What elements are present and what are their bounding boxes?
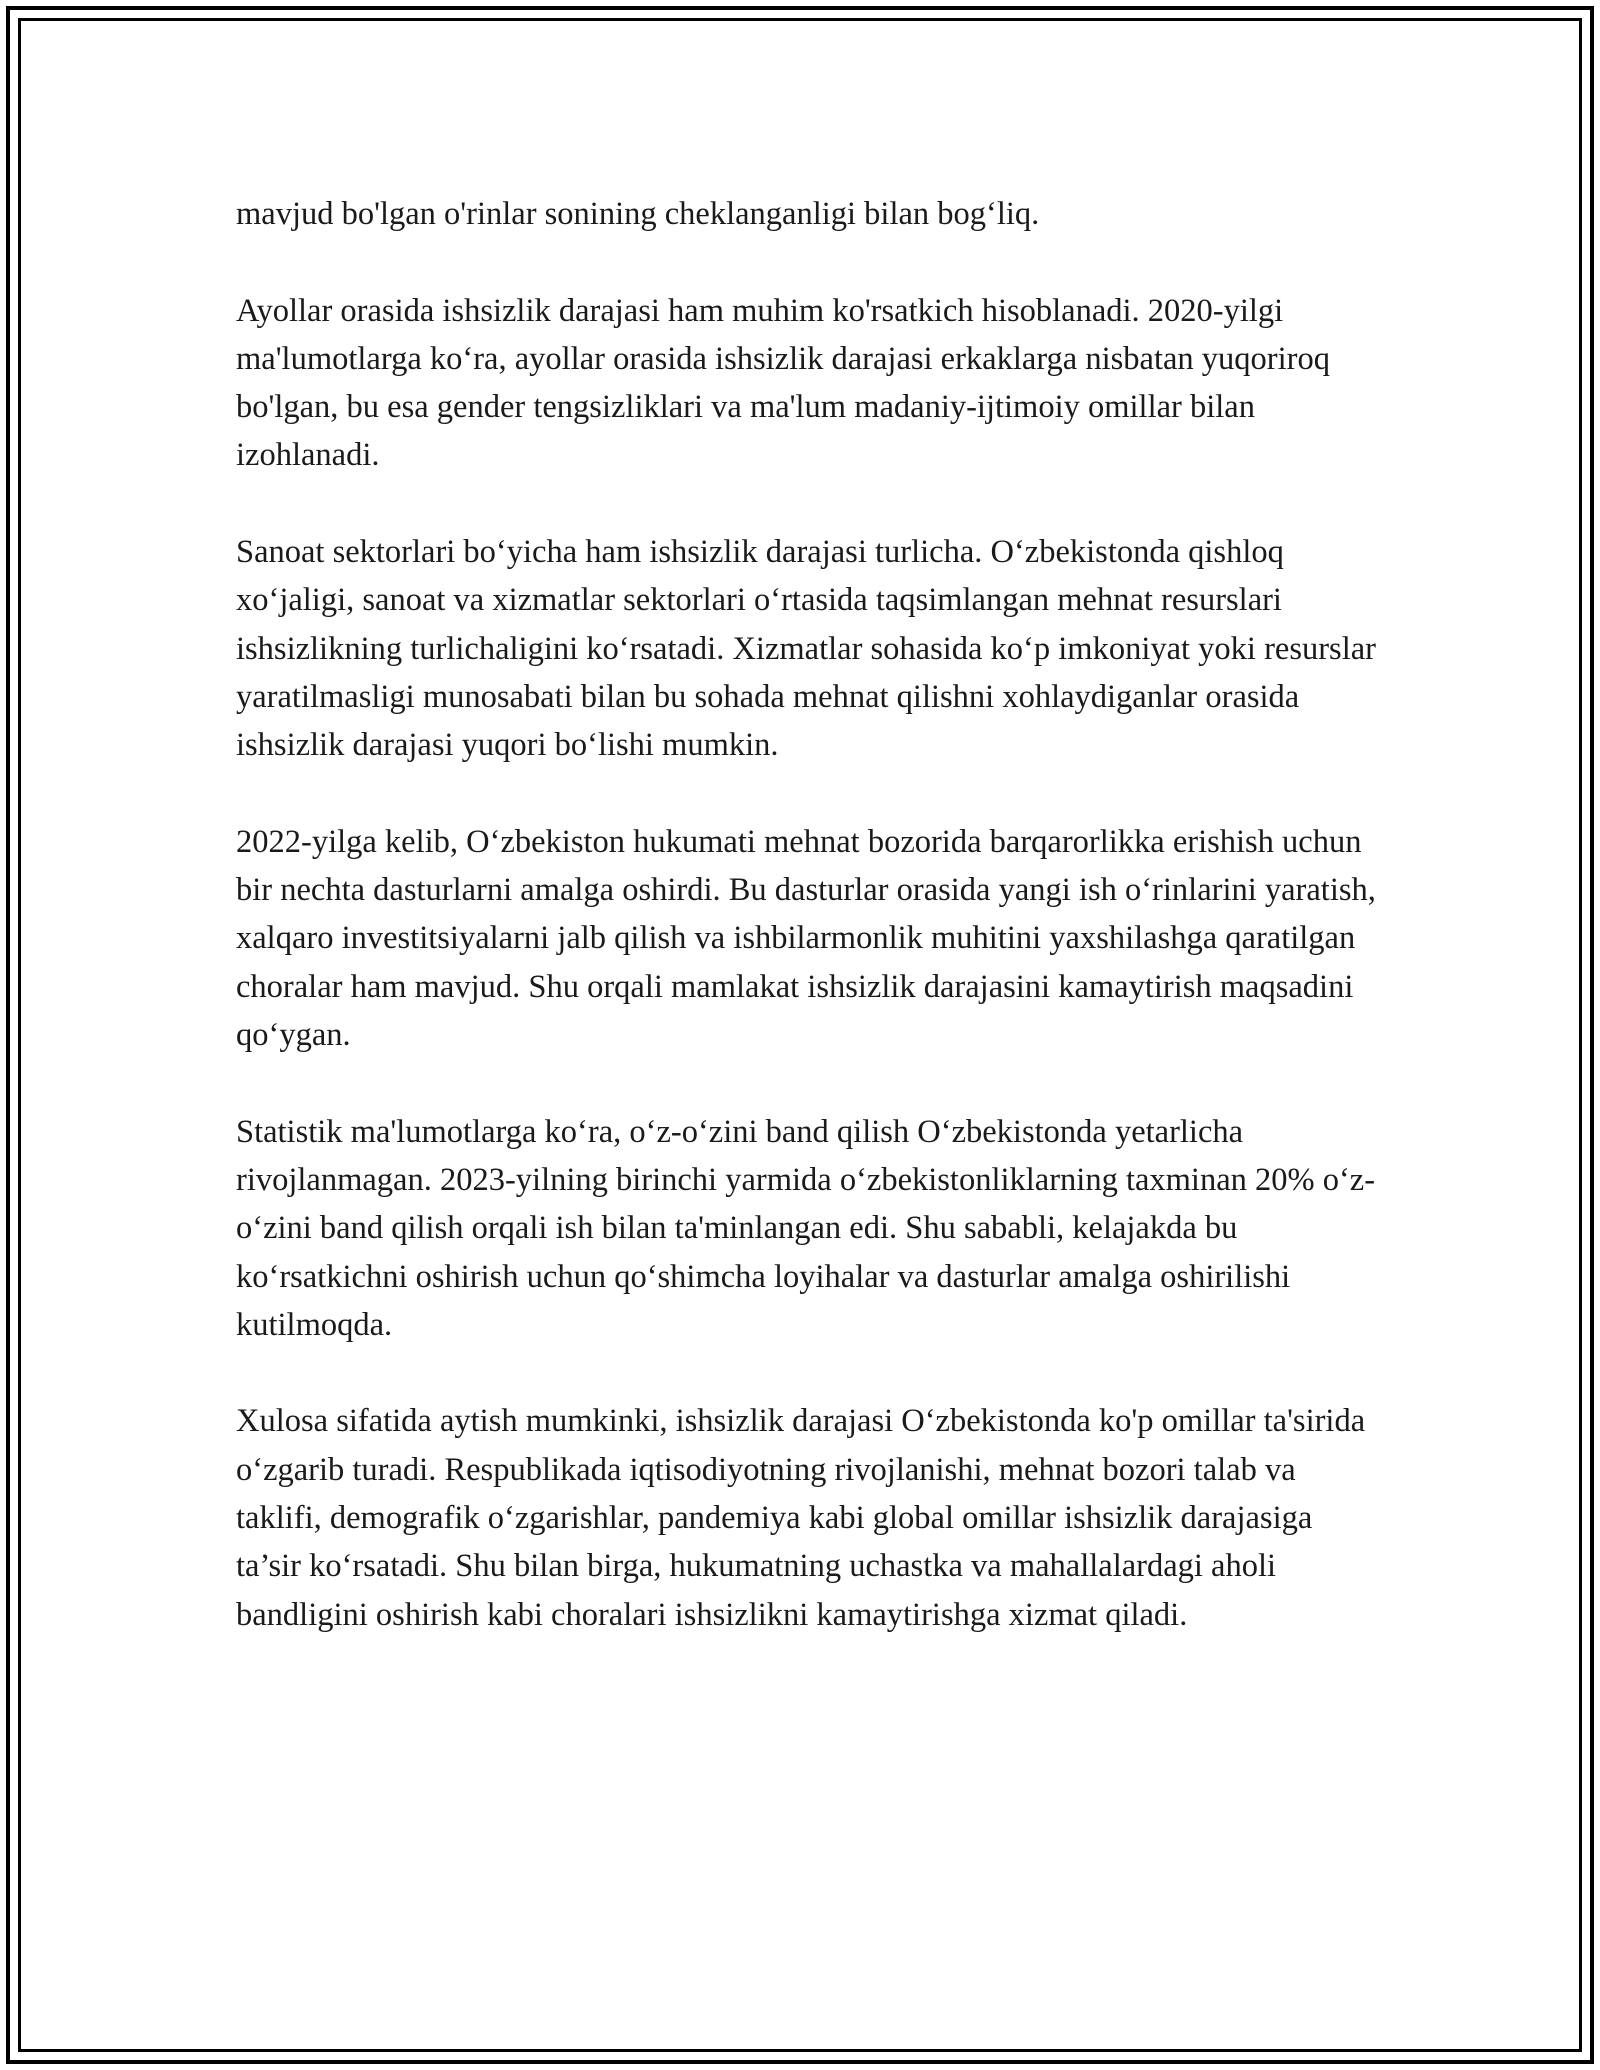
paragraph-conclusion: Xulosa sifatida aytish mumkinki, ishsizlik darajasi O‘zbekistonda ko'p omillar ta'sirida o‘zgarib turadi. Respublikada iqtisodiyotning rivojlanishi, mehnat bozori talab va taklifi, demografik o‘zgarishlar, pandemiya kabi global omillar ishsizlik darajasiga ta’sir ko‘rsatadi. Shu bilan birga, hukumatning uchastka va mahallalardagi aholi bandligini oshirish kabi choralari ishsizlikni kamaytirishga xizmat qiladi. (236, 1403, 1366, 1633)
paragraph-continuation: mavjud bo'lgan o'rinlar sonining cheklanganligi bilan bog‘liq. (236, 196, 1040, 232)
paragraph-government-programs: 2022-yilga kelib, O‘zbekiston hukumati mehnat bozorida barqarorlikka erishish uchun bir nechta dasturlarni amalga oshirdi. Bu dasturlar orasida yangi ish o‘rinlarini yaratish, xalqaro investitsiyalarni jalb qilish va ishbilarmonlik muhitini yaxshilashga qaratilgan choralar ham mavjud. Shu orqali mamlakat ishsizlik darajasini kamaytirish maqsadini qo‘ygan. (236, 823, 1376, 1054)
paragraph-women-unemployment: Ayollar orasida ishsizlik darajasi ham muhim ko'rsatkich hisoblanadi. 2020-yilgi ma'lumotlarga ko‘ra, ayollar orasida ishsizlik darajasi erkaklarga nisbatan yuqoriroq bo'lgan, bu esa gender tengsizliklari va ma'lum madaniy-ijtimoiy omillar bilan izohlanadi. (236, 292, 1330, 474)
document-body (236, 190, 1376, 1687)
paragraph-self-employment: Statistik ma'lumotlarga ko‘ra, o‘z-o‘zini band qilish O‘zbekistonda yetarlicha rivojlanmagan. 2023-yilning birinchi yarmida o‘zbekistonliklarning taxminan 20% o‘z-o‘zini band qilish orqali ish bilan ta'minlangan edi. Shu sababli, kelajakda bu ko‘rsatkichni oshirish uchun qo‘shimcha loyihalar va dasturlar amalga oshirilishi kutilmoqda. (236, 1113, 1376, 1343)
paragraph-industry-sectors: Sanoat sektorlari bo‘yicha ham ishsizlik darajasi turlicha. O‘zbekistonda qishloq xo‘jaligi, sanoat va xizmatlar sektorlari o‘rtasida taqsimlangan mehnat resurslari ishsizlikning turlichaligini ko‘rsatadi. Xizmatlar sohasida ko‘p imkoniyat yoki resurslar yaratilmasligi munosabati bilan bu sohada mehnat qilishni xohlaydiganlar orasida ishsizlik darajasi yuqori bo‘lishi mumkin. (236, 534, 1376, 764)
